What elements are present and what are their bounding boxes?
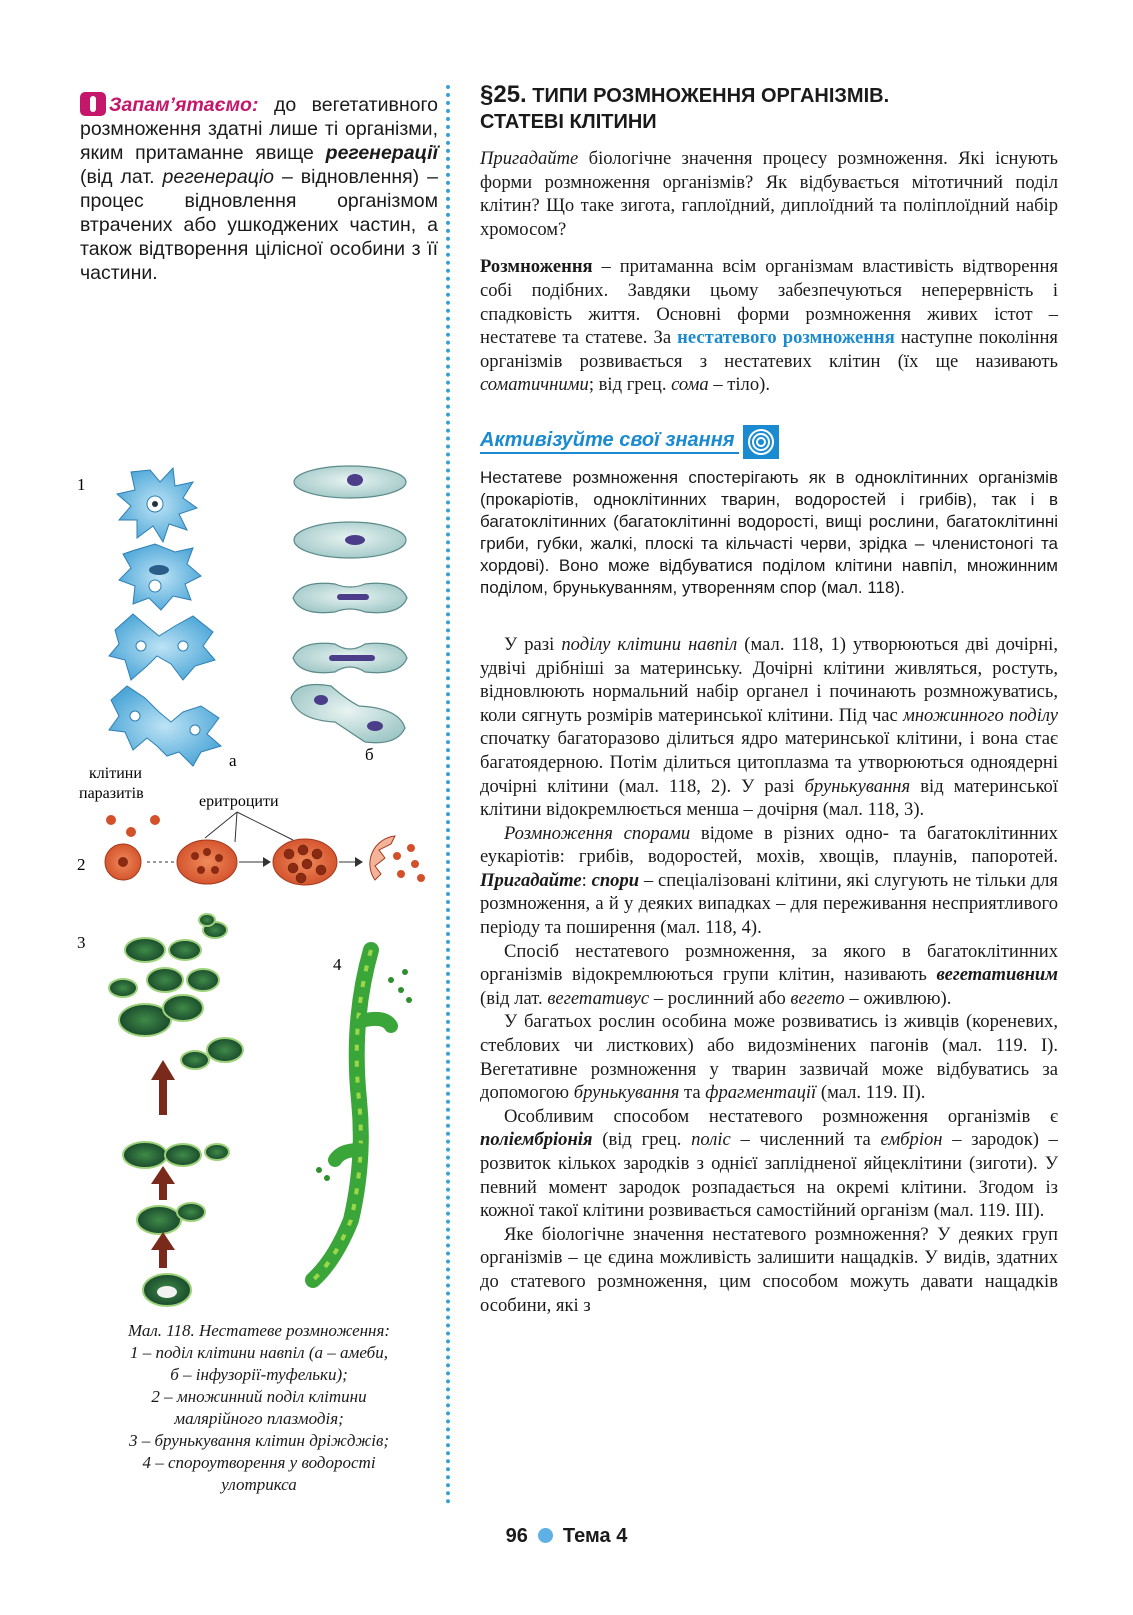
column-divider <box>446 85 450 1505</box>
recall-paragraph: Пригадайте біологічне значення процесу розмноження. Які існують форми розмноження організмів? Як відбувається мітотичний поділ клітин? Що таке зигота, гаплоїдний, диплоїдний та поліплоїдний набір хромосом? <box>480 148 1058 240</box>
body-paragraph-6: Яке біологічне значення нестатевого розмноження? У деяких груп організмів – це єдина можливість залишити нащадків. У видів, здатних до статевого розмноження, цим способом можуть давати нащадків особини, які з <box>480 1223 1058 1316</box>
fig-label-b: б <box>365 745 374 764</box>
page-number: 96 <box>505 1525 528 1547</box>
fig-label-3: 3 <box>77 933 86 952</box>
activate-text: Нестатеве розмноження спостерігають як в одноклітинних організмів (прокаріотів, одноклітинних тварин, водоростей і грибів), так і в багатоклітинних (багатоклітинні водорості, вищі рослини, багатоклітинні гриби, губки, жалкі, плоскі та кільчасті черви, зрідка – членистоногі та хордові). Воно може відбуватися поділом клітини навпіл, множинним поділом, брунькуванням, утворенням спор (мал. 118). <box>480 467 1058 597</box>
fig-label-2: 2 <box>77 855 86 874</box>
body-paragraph-2: Розмноження спорами відоме в різних одно- та багатоклітинних еукаріотів: грибів, водоростей, мохів, хвощів, плаунів, папоротей. Пригадайте: спори – спеціалізовані клітини, які слугують не тільки для розмноження, а й у деяких випадках – для переживання несприятливого періоду та поширення (мал. 118, 4). <box>480 822 1058 939</box>
remember-text: Запам’ятаємо: до вегетативного розмноження здатні лише ті організми, яким притаманне явище регенерації (від лат. регенераціо – відновлення) – процес відновлення організмом втрачених або ушкоджених частин, а також відтворення цілісної особини з її частини. <box>80 94 438 284</box>
fig-label-a: а <box>229 751 237 770</box>
remember-icon <box>80 92 106 116</box>
remember-lead: Запам’ятаємо: <box>109 94 259 116</box>
footer-dot-icon <box>538 1528 553 1543</box>
fig-label-erythrocytes: еритроцити <box>199 793 279 810</box>
fig-label-parasites-2: паразитів <box>79 785 144 802</box>
amoeba-4 <box>109 686 221 766</box>
fig-label-1: 1 <box>77 475 86 494</box>
figure-caption: Мал. 118. Нестатеве розмноження: 1 – поділ клітини навпіл (а – амеби, б – інфузорії-туфельки); 2 – множинний поділ клітини малярійного плазмодія; 3 – брунькування клітин дріжджів; 4 – спороутворення у водорості улотрикса <box>127 1321 391 1494</box>
topic-label: Тема 4 <box>562 1525 628 1547</box>
body-paragraph-1: У разі поділу клітини навпіл (мал. 118, 1) утворюються дві дочірні, удвічі дрібніші за материнську. Дочірні клітини живляться, ростуть, відновлюють нормальний набір органел і починають розмножуватись, коли сягнуть розмірів материнської клітини. Під час множинного поділу спочатку багаторазово ділиться ядро материнської клітини, і вона стає багатоядерною. Потім ділиться цитоплазма та утворюються одноядерні дочірні клітини (мал. 118, 2). У разі брунькування від материнської клітини відокремлюється менша – дочірня (мал. 118, 3). <box>480 633 1058 821</box>
yeast-budding <box>109 914 243 1306</box>
section-title: §25. ТИПИ РОЗМНОЖЕННЯ ОРГАНІЗМІВ. СТАТЕВІ КЛІТИНИ <box>480 81 890 133</box>
body-paragraph-5: Особливим способом нестатевого розмноження організмів є поліембріонія (від грец. поліс – численний та ембріон – зародок) – розвиток кількох зародків з однієї заплідненої яйцеклітини (зиготи). У певний момент зародок розпадається на окремі клітини. Згодом із кожної такої клітини розвивається самостійний організм (мал. 119. ІІІ). <box>480 1105 1058 1222</box>
regeneration-term: регенерації <box>325 142 438 164</box>
fig-label-parasites-1: клітини <box>89 765 142 782</box>
intro-paragraph: Розмноження – притаманна всім організмам властивість відтворення собі подібних. Завдяки цьому забезпечуються неперервність і спадковість життя. Основні форми розмноження живих істот – нестатеве та статеве. За нестатевого розмноження наступне покоління організмів розвивається з нестатевих клітин (їх ще називають соматичними; від грец. сома – тіло). <box>480 256 1058 396</box>
figure-118 <box>75 460 435 1310</box>
amoeba-1 <box>117 468 197 542</box>
remember-box <box>80 92 438 285</box>
body-paragraph-3: Спосіб нестатевого розмноження, за якого в багатоклітинних організмів відокремлюються групи клітин, називають вегетативним (від лат. вегетативус – рослинний або вегето – оживлюю). <box>480 940 1058 1009</box>
activate-heading: Активізуйте свої знання <box>480 425 1058 459</box>
paramecium-cells <box>291 466 407 743</box>
page-footer <box>0 1525 1133 1548</box>
fig-label-4: 4 <box>333 955 342 974</box>
spiral-icon <box>743 425 779 459</box>
body-paragraph-4: У багатьох рослин особина може розвиватись із живців (кореневих, стеблових чи листкових) або видозмінених пагонів (мал. 119. І). Вегетативне розмноження у тварин зазвичай може відбуватись за допомогою брунькування та фрагментації (мал. 119. ІІ). <box>480 1011 1058 1104</box>
amoeba-2 <box>119 544 201 610</box>
amoeba-3 <box>109 614 215 680</box>
yeast-vacuole <box>157 1286 177 1298</box>
ulothrix-filament <box>313 950 412 1280</box>
main-column <box>480 82 1058 1317</box>
